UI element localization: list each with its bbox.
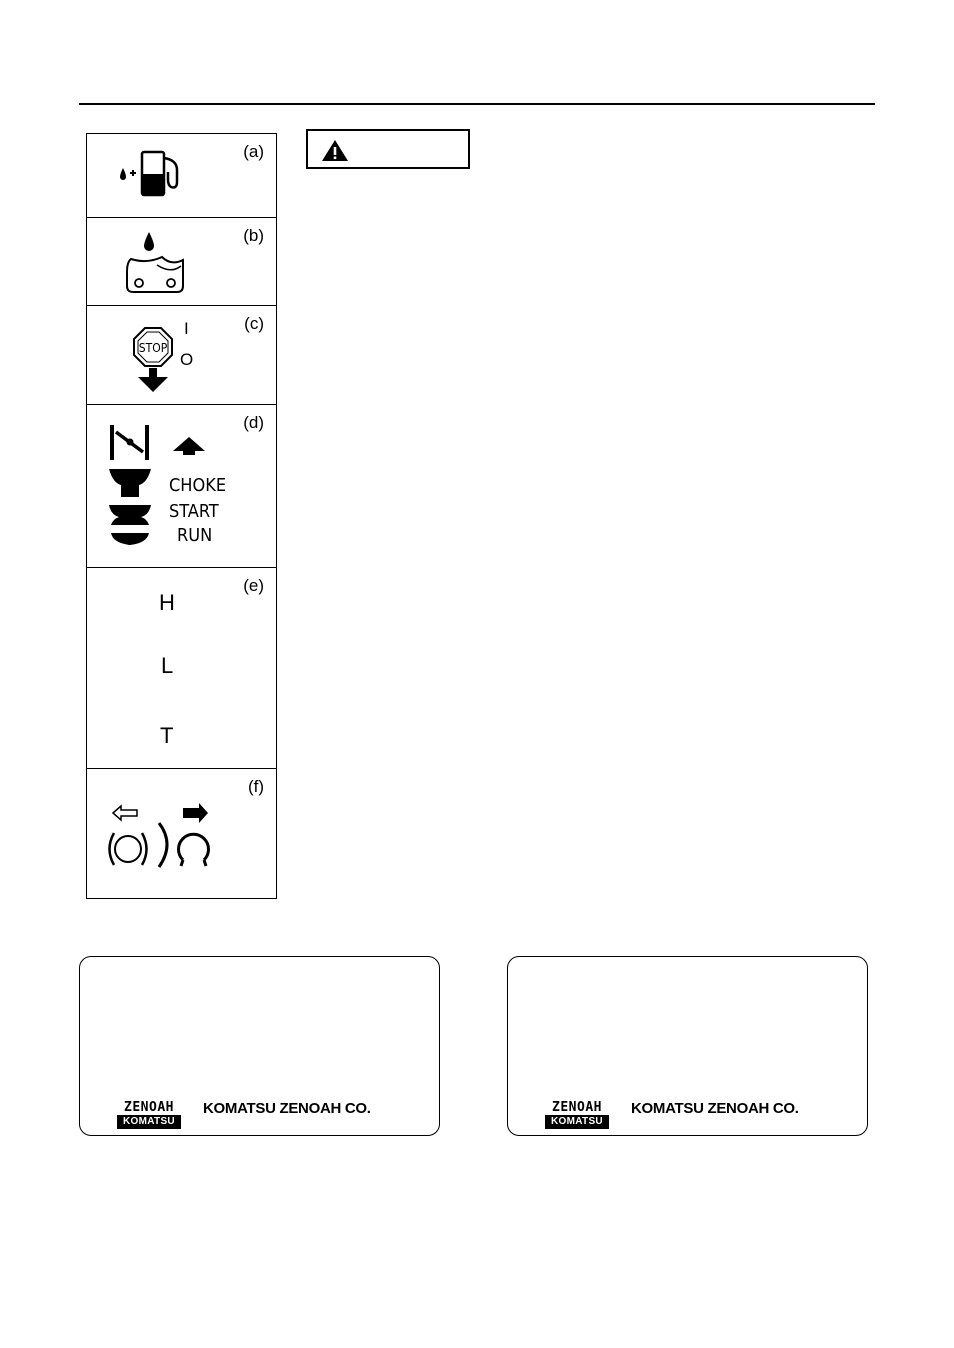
symbol-panel-b bbox=[87, 217, 276, 305]
header-rule bbox=[79, 103, 875, 105]
panel-label-f: (f) bbox=[247, 777, 264, 796]
panel-label-b: (b) bbox=[243, 226, 264, 245]
logo-komatsu-text: KOMATSU bbox=[117, 1115, 181, 1129]
company-name: KOMATSU ZENOAH CO. bbox=[631, 1100, 799, 1117]
symbol-panel-f bbox=[87, 768, 276, 898]
high-speed-mark: H bbox=[159, 590, 175, 615]
logo-zenoah-text: ZENOAH bbox=[124, 1100, 174, 1115]
switch-on-mark: I bbox=[184, 319, 189, 338]
symbol-panel-column bbox=[86, 133, 277, 899]
run-label: RUN bbox=[177, 525, 213, 546]
warning-triangle-icon bbox=[320, 138, 350, 162]
choke-label: CHOKE bbox=[169, 475, 227, 496]
company-name: KOMATSU ZENOAH CO. bbox=[203, 1100, 371, 1117]
start-label: START bbox=[169, 501, 219, 522]
idle-mark: T bbox=[160, 723, 174, 748]
warning-box bbox=[306, 129, 470, 169]
zenoah-logo bbox=[545, 1101, 609, 1129]
stop-text: STOP bbox=[138, 341, 168, 355]
symbol-panel-c bbox=[87, 305, 276, 404]
logo-komatsu-text: KOMATSU bbox=[545, 1115, 609, 1129]
panel-label-e: (e) bbox=[243, 576, 264, 595]
panel-label-d: (d) bbox=[243, 413, 264, 432]
logo-zenoah-text: ZENOAH bbox=[552, 1100, 602, 1115]
zenoah-logo bbox=[117, 1101, 181, 1129]
label-card-1 bbox=[79, 956, 440, 1136]
switch-off-mark: O bbox=[180, 350, 194, 369]
symbol-panel-e bbox=[87, 567, 276, 768]
symbol-panel-a bbox=[87, 134, 276, 217]
label-card-2 bbox=[507, 956, 868, 1136]
panel-label-a: (a) bbox=[243, 142, 264, 161]
panel-label-c: (c) bbox=[244, 314, 264, 333]
symbol-panel-d bbox=[87, 404, 276, 567]
low-speed-mark: L bbox=[161, 653, 174, 678]
